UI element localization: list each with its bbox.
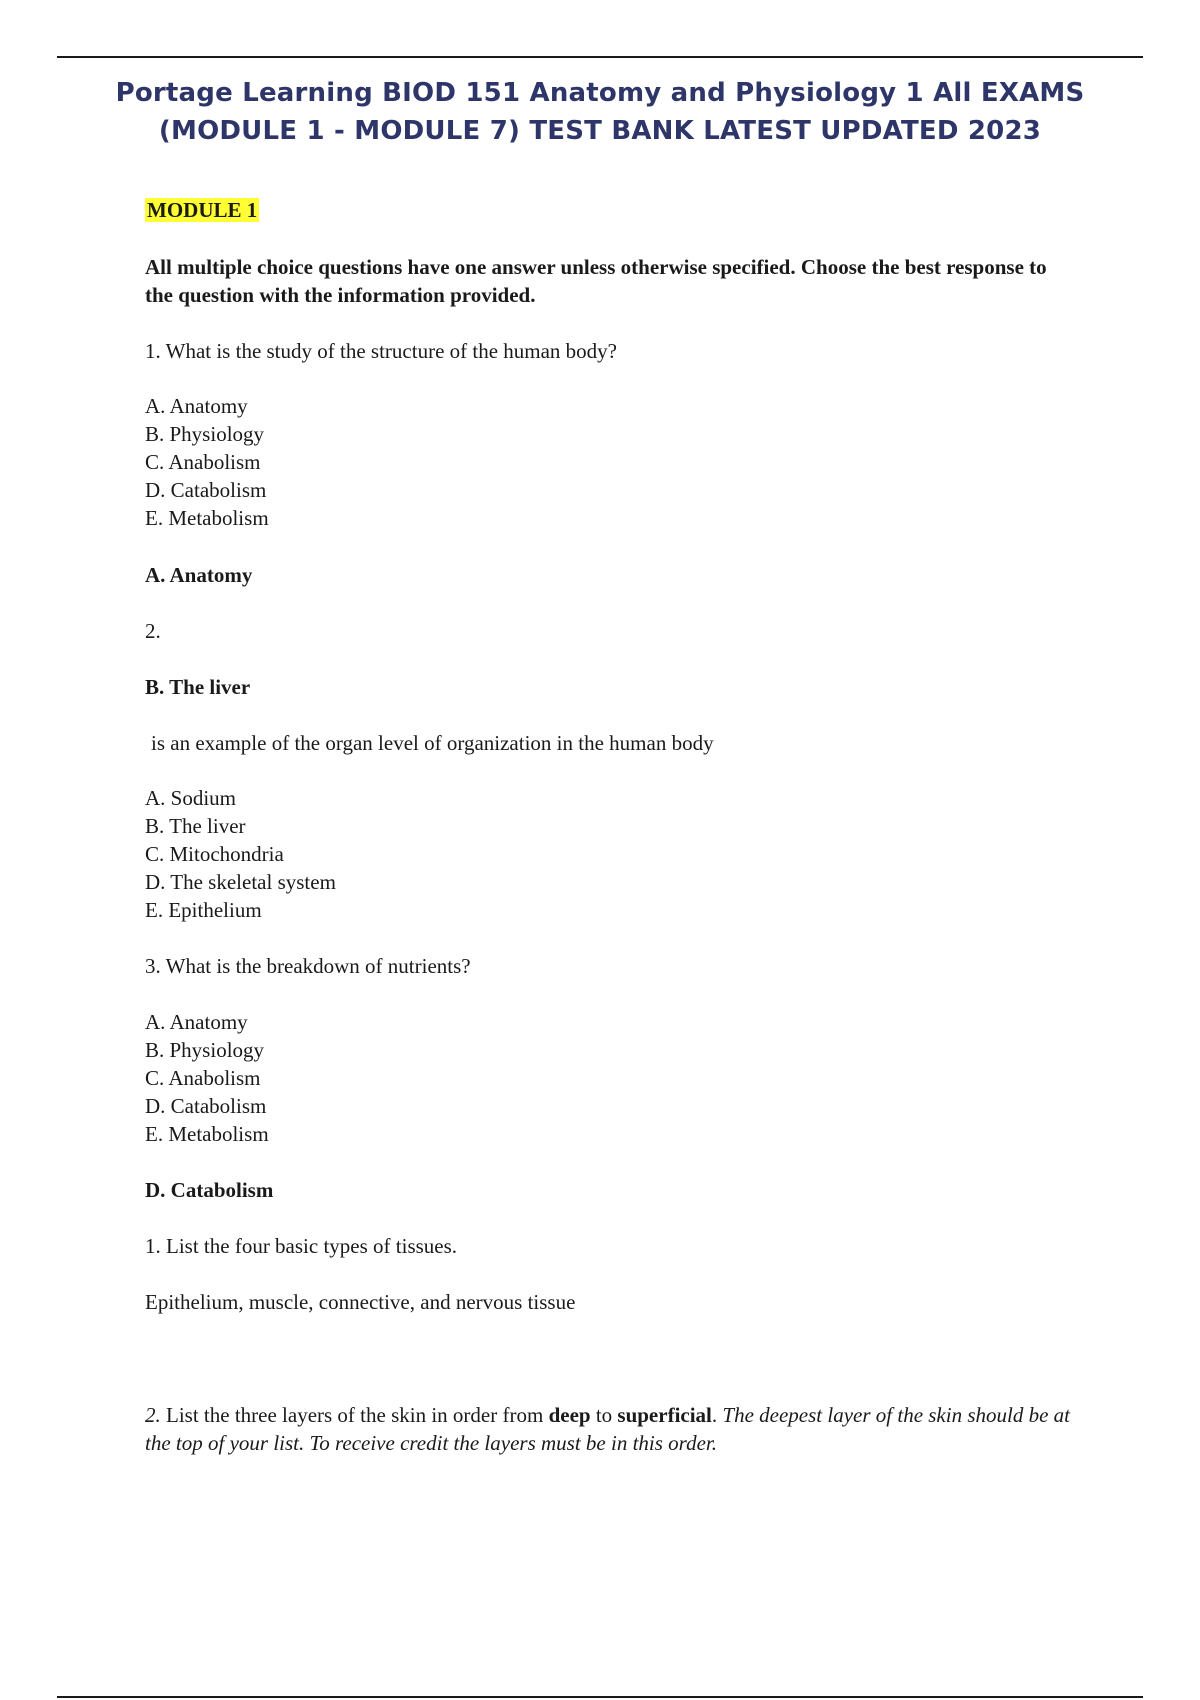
sa2-text-c: . xyxy=(711,1403,723,1427)
q3-question: 3. What is the breakdown of nutrients? xyxy=(145,954,471,978)
q1-option-b: B. Physiology xyxy=(145,422,265,446)
sa2-bold-deep: deep xyxy=(548,1403,591,1427)
module-label: MODULE 1 xyxy=(147,198,258,222)
q1-option-a: A. Anatomy xyxy=(145,394,248,418)
sa2-bold-superficial: superficial xyxy=(617,1403,712,1427)
q2-option-a: A. Sodium xyxy=(145,786,237,810)
q3-option-e: E. Metabolism xyxy=(145,1122,269,1146)
q1-option-e: E. Metabolism xyxy=(145,506,269,530)
q3-option-a: A. Anatomy xyxy=(145,1010,248,1034)
q3-option-b: B. Physiology xyxy=(145,1038,265,1062)
sa2-number: 2. xyxy=(145,1403,161,1427)
q2-option-d: D. The skeletal system xyxy=(145,870,336,894)
q2-option-c: C. Mitochondria xyxy=(145,842,284,866)
sa2-text-a: List the three layers of the skin in order from xyxy=(160,1403,549,1427)
q3-option-c: C. Anabolism xyxy=(145,1066,261,1090)
sa1-answer: Epithelium, muscle, connective, and nervous tissue xyxy=(145,1290,576,1314)
sa2-italic-note: The deepest layer of the skin should be at the top of your list. To receive credit the layers must be in this order. xyxy=(145,1403,1071,1455)
q3-option-d: D. Catabolism xyxy=(145,1094,267,1118)
q1-option-c: C. Anabolism xyxy=(145,450,261,474)
q1-option-d: D. Catabolism xyxy=(145,478,267,502)
q2-option-b: B. The liver xyxy=(145,814,246,838)
q2-option-e: E. Epithelium xyxy=(145,898,262,922)
q2-stem: is an example of the organ level of organization in the human body xyxy=(151,731,714,755)
sa2-text-b: to xyxy=(590,1403,618,1427)
title-line-1: Portage Learning BIOD 151 Anatomy and Physiology 1 All EXAMS xyxy=(115,78,1085,108)
instructions: All multiple choice questions have one answer unless otherwise specified. Choose the best response to the question with the information provided. xyxy=(145,255,1047,307)
document-title xyxy=(60,74,1140,150)
q1-question: 1. What is the study of the structure of the human body? xyxy=(145,339,618,363)
sa2-question xyxy=(145,1401,1075,1457)
q1-answer: A. Anatomy xyxy=(145,563,253,587)
title-line-2: (MODULE 1 - MODULE 7) TEST BANK LATEST UPDATED 2023 xyxy=(158,116,1042,146)
bottom-rule xyxy=(57,1696,1143,1698)
q3-answer: D. Catabolism xyxy=(145,1178,274,1202)
top-rule xyxy=(57,56,1143,58)
sa1-question: 1. List the four basic types of tissues. xyxy=(145,1234,458,1258)
q2-answer: B. The liver xyxy=(145,675,251,699)
module-heading xyxy=(145,196,259,224)
q2-number: 2. xyxy=(145,619,161,643)
